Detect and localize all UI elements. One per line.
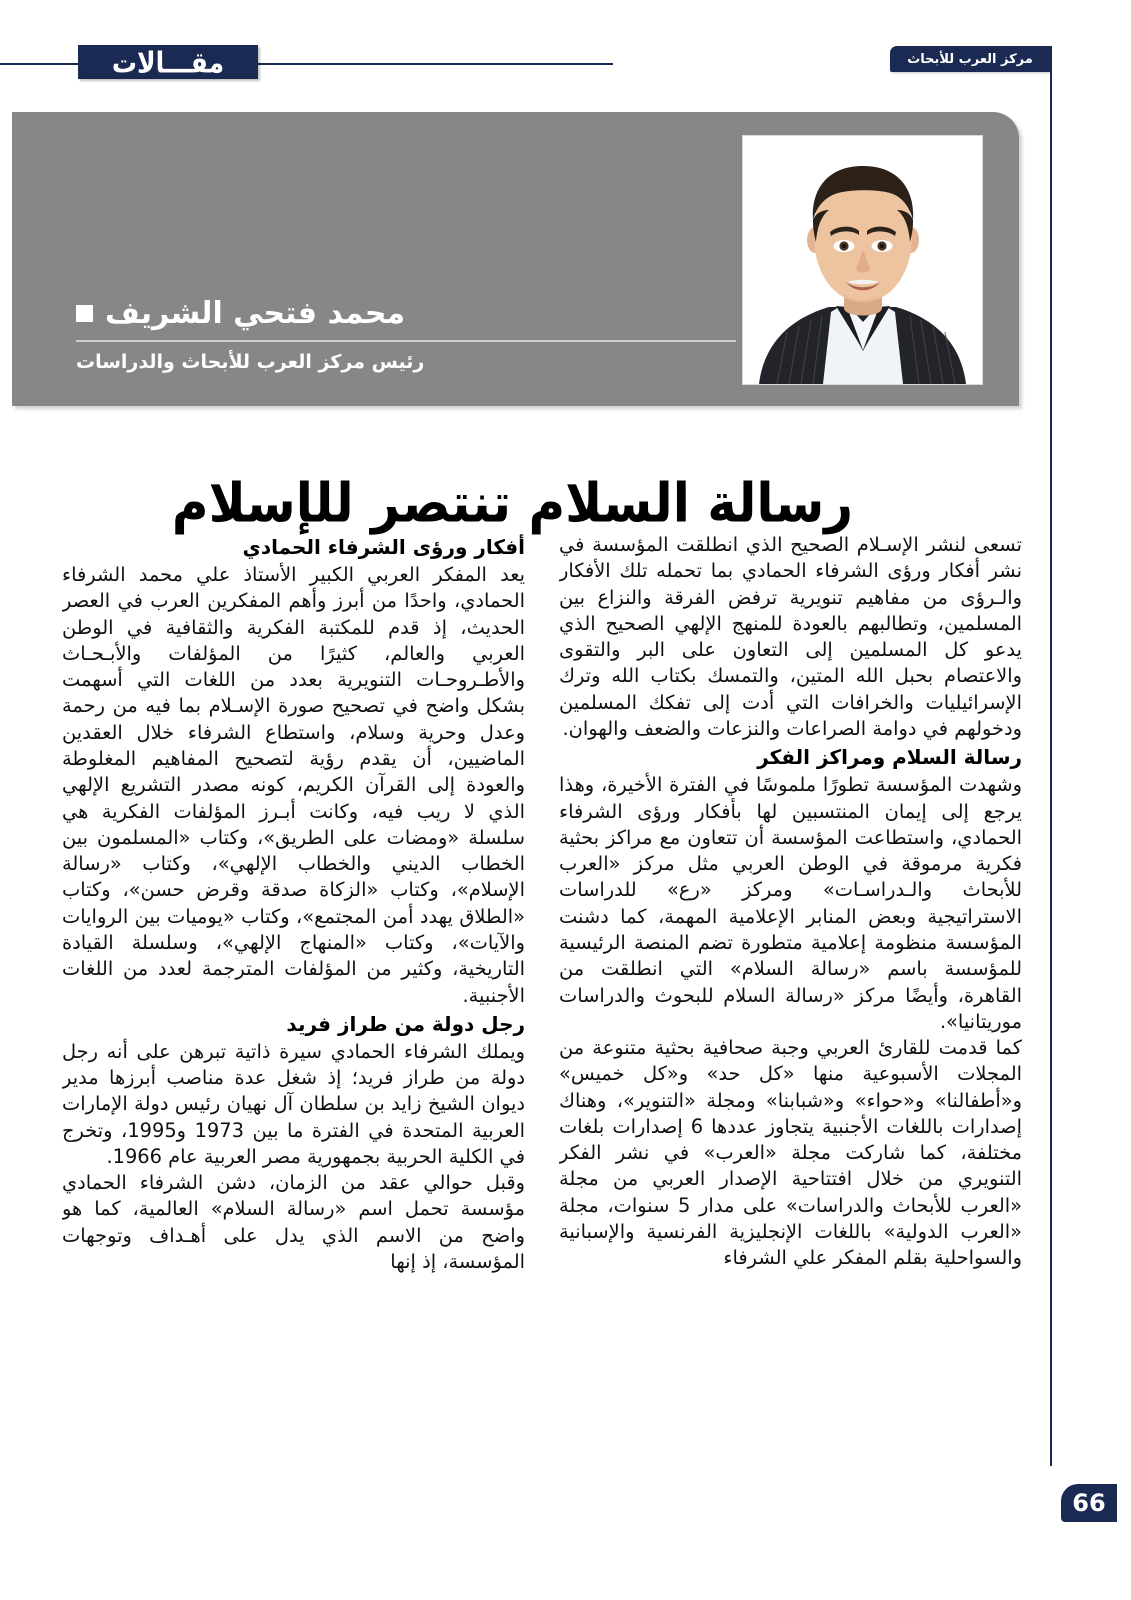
page-number-badge [1061,1484,1117,1522]
right-column [62,532,525,1462]
section-tab-label: مقـــالات [111,45,225,79]
right-col-heading-2: رجل دولة من طراز فريد [286,1011,525,1036]
article-title: رسالة السلام تنتصر للإسلام [171,471,854,534]
author-role: رئيس مركز العرب للأبحاث والدراسات [76,350,425,373]
left-col-para-1: تسعى لنشر الإسـلام الصحيح الذي انطلقت المؤسسة في نشر أفكار ورؤى الشرفاء الحمادي بما تحمله تلك الأفكار والـرؤى من مفاهيم تنويرية ترفض الفرقة والنزاع بين المسلمين، وتطالبهم بالعودة للمنهج الإلهي الصحيح الذي يدعو كل المسلمين إلى التعاون على البر والتقوى والاعتصام بحبل الله المتين، والتمسك بكتاب الله وترك الإسرائيليات والخرافات التي أدت إلى تفكك المسلمين ودخولهم في دوامة الصراعات والنزعات والضعف والهوان. [559,533,1022,740]
author-portrait [742,135,983,385]
right-col-para-1: يعد المفكر العربي الكبير الأستاذ علي محمد الشرفاء الحمادي، واحدًا من أبرز وأهم المفكرين العرب في العصر الحديث، إذ قدم للمكتبة الفكرية والثقافية في الوطن العربي والعالم، كثيرًا من المؤلفات والأبـحـاث والأطـروحـات التنويرية بعدد من اللغات التي أسهمت بشكل واضح في تصحيح صورة الإسـلام بما فيه من رحمة وعدل وحرية وسلام، واستطاع الشرفاء خلال العقدين الماضيين، أن يقدم رؤية لتصحيح المفاهيم المغلوطة والعودة إلى القرآن الكريم، كونه مصدر التشريع الإلهي الذي لا ريب فيه، وكانت أبـرز المؤلفات الفكرية هي سلسلة «ومضات على الطريق»، وكتاب «المسلمون بين الخطاب الديني والخطاب الإلهي»، وكتاب «رسالة الإسلام»، وكتاب «الزكاة صدقة وقرض حسن»، وكتاب «الطلاق يهدد أمن المجتمع»، وكتاب «يوميات بين الروايات والآيات»، وكتاب «المنهاج الإلهي»، وسلسلة القيادة التاريخية، وكثير من المؤلفات المترجمة لعدد من اللغات الأجنبية. [62,563,525,1007]
author-banner [12,112,1019,406]
section-tab [78,45,258,79]
right-col-para-3: وقبل حوالي عقد من الزمان، دشن الشرفاء الحمادي مؤسسة تحمل اسم «رسالة السلام» العالمية، كما هو واضح من الاسم الذي يدل على أهـداف وتوجهات المؤسسة، إذ إنها [62,1171,525,1274]
header-vertical-rule [1050,46,1052,1466]
page-header [0,0,1131,100]
author-divider [76,340,736,342]
portrait-illustration [743,136,982,384]
publisher-tab [890,46,1050,72]
left-col-heading-1: رسالة السلام ومراكز الفكر [757,745,1022,770]
article-body [62,532,1022,1462]
left-col-para-3: كما قدمت للقارئ العربي وجبة صحافية بحثية متنوعة من المجلات الأسبوعية منها «كل حد» و«كل خميس» و«أطفالنا» و«حواء» و«شبابنا» ومجلة «التنوير»، وهناك إصدارات باللغات الأجنبية يتجاوز عددها 6 إصدارات بلغات مختلفة، كما شاركت مجلة «العرب» في نشر الفكر التنويري من خلال افتتاحية الإصدار العربي من مجلة «العرب للأبحاث والدراسات» على مدار 5 سنوات، مجلة «العرب الدولية» باللغات الإنجليزية الفرنسية والإسبانية والسواحلية بقلم المفكر علي الشرفاء [559,1036,1022,1270]
author-name-row [76,295,736,333]
right-col-para-2: ويملك الشرفاء الحمادي سيرة ذاتية تبرهن على أنه رجل دولة من طراز فريد؛ إذ شغل عدة مناصب أبرزها مدير ديوان الشيخ زايد بن سلطان آل نهيان رئيس دولة الإمارات العربية المتحدة في الفترة ما بين 1973 و1995، وتخرج في الكلية الحربية بجمهورية مصر العربية عام 1966. [62,1039,525,1168]
author-identity [76,295,736,373]
left-column [559,532,1022,1462]
left-col-para-2: وشهدت المؤسسة تطورًا ملموسًا في الفترة الأخيرة، وهذا يرجع إلى إيمان المنتسبين لها بأفكار ورؤى الشرفاء الحمادي، واستطاعت المؤسسة أن تتعاون مع مراكز بحثية فكرية مرموقة في الوطن العربي مثل مركز «العرب للأبحاث والـدراسـات» ومركز «رع» للدراسات الاستراتيجية وبعض المنابر الإعلامية المهمة، كما دشنت المؤسسة منظومة إعلامية متطورة تضم المنصة الرئيسية للمؤسسة باسم «رسالة السلام» التي انطلقت من القاهرة، وأيضًا مركز «رسالة السلام للبحوث والدراسات موريتانيا». [559,773,1022,1033]
square-bullet-icon [76,305,93,322]
right-col-heading-1: أفكار ورؤى الشرفاء الحمادي [242,535,525,559]
author-name: محمد فتحي الشريف [105,296,406,331]
page-number: 66 [1072,1489,1106,1517]
publisher-tab-label: مركز العرب للأبحاث [907,51,1033,67]
